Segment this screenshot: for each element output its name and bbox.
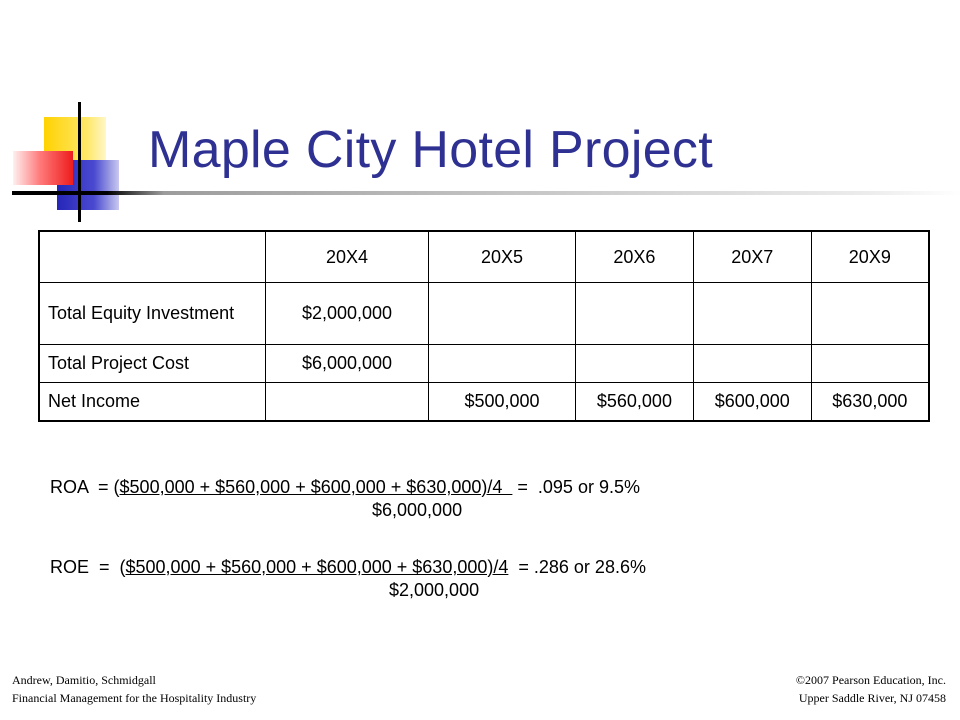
- vertical-rule: [78, 102, 81, 222]
- footer-authors: [12, 671, 256, 707]
- table-cell: [429, 283, 576, 344]
- roa-formula: [50, 477, 640, 498]
- table-cell: [811, 283, 929, 344]
- row-label: Net Income: [39, 382, 266, 421]
- table-cell: $560,000: [576, 382, 694, 421]
- roe-prefix: ROE = (: [50, 557, 126, 577]
- table-cell: [576, 344, 694, 382]
- red-square: [13, 151, 73, 185]
- roe-formula: [50, 557, 646, 578]
- table-row: [39, 283, 929, 344]
- roe-numerator: $500,000 + $560,000 + $600,000 + $630,000)/4: [125, 557, 509, 577]
- roe-denominator: $2,000,000: [389, 580, 480, 600]
- header-cell: 20X5: [429, 231, 576, 283]
- header-cell: 20X4: [266, 231, 429, 283]
- row-label: Total Project Cost: [39, 344, 266, 382]
- footer-left-line2: Financial Management for the Hospitality Industry: [12, 691, 257, 705]
- roa-numerator: $500,000 + $560,000 + $600,000 + $630,000)/4: [119, 477, 513, 497]
- slide-title: Maple City Hotel Project: [148, 121, 713, 179]
- table-cell: $600,000: [693, 382, 811, 421]
- slide-logo-decoration: [0, 0, 140, 230]
- footer-copyright: [796, 671, 946, 707]
- header-cell: 20X9: [811, 231, 929, 283]
- table-cell: [429, 344, 576, 382]
- table-cell: $630,000: [811, 382, 929, 421]
- table-cell: [811, 344, 929, 382]
- table-cell: [266, 382, 429, 421]
- row-label: Total Equity Investment: [39, 283, 266, 344]
- table-cell: $6,000,000: [266, 344, 429, 382]
- table-cell: [576, 283, 694, 344]
- table-row: [39, 344, 929, 382]
- table-cell: [693, 344, 811, 382]
- roe-result: = .286 or 28.6%: [508, 557, 646, 577]
- roa-prefix: ROA = (: [50, 477, 120, 497]
- project-table: [38, 230, 930, 422]
- roa-denominator: $6,000,000: [372, 500, 463, 520]
- table-header-row: [39, 231, 929, 283]
- header-cell: [39, 231, 266, 283]
- header-cell: 20X6: [576, 231, 694, 283]
- title-underline-rule: [12, 191, 960, 195]
- table-row: [39, 382, 929, 421]
- table-cell: $500,000: [429, 382, 576, 421]
- table-cell: $2,000,000: [266, 283, 429, 344]
- table-cell: [693, 283, 811, 344]
- footer-left-line1: Andrew, Damitio, Schmidgall: [12, 673, 156, 687]
- footer-right-line2: Upper Saddle River, NJ 07458: [798, 691, 946, 705]
- header-cell: 20X7: [693, 231, 811, 283]
- footer-right-line1: ©2007 Pearson Education, Inc.: [795, 673, 946, 687]
- roa-result: = .095 or 9.5%: [512, 477, 640, 497]
